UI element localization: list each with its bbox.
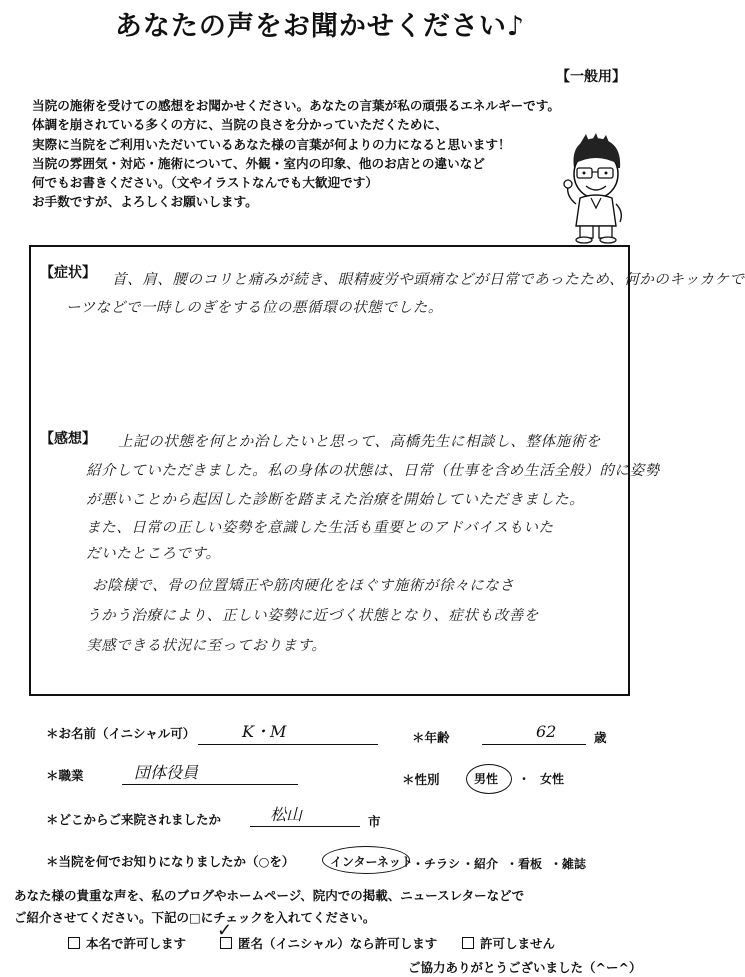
source-option-internet[interactable]: インターネット (330, 855, 413, 869)
impressions-line: だいたところです。 (86, 546, 221, 562)
category-label: 【一般用】 (556, 69, 626, 85)
cartoon-character-illustration (560, 132, 632, 244)
source-option-flyer[interactable]: ・チラシ (412, 857, 461, 871)
age-unit: 歳 (594, 730, 607, 745)
page-title: あなたの声をお聞かせください♪ (114, 11, 526, 42)
origin-unit: 市 (368, 814, 381, 829)
symptoms-line: ーツなどで一時しのぎをする位の悪循環の状態でした。 (66, 300, 443, 316)
check-mark-icon: ✓ (217, 920, 233, 941)
source-label: ＊当院を何でお知りになりましたか（○を） (46, 854, 295, 869)
name-label: ＊お名前（イニシャル可） (46, 726, 196, 741)
impressions-line: お陰様で、骨の位置矯正や筋肉硬化をほぐす施術が徐々になさ (92, 578, 515, 594)
checkbox-realname[interactable] (68, 937, 80, 949)
checkbox-deny[interactable] (462, 937, 474, 949)
source-option-magazine[interactable]: ・雑誌 (550, 857, 587, 871)
intro-line: 当院の雰囲気・対応・施術について、外観・室内の印象、他のお店との違いなど (32, 155, 485, 171)
origin-value: 松山 (270, 805, 303, 824)
intro-line: お手数ですが、よろしくお願いします。 (32, 194, 258, 210)
job-underline (122, 784, 298, 785)
impressions-line: また、日常の正しい姿勢を意識した生活も重要とのアドバイスもいた (86, 520, 554, 536)
impressions-label: 【感想】 (40, 431, 96, 447)
source-option-referral[interactable]: ・紹介 (462, 857, 499, 871)
gender-separator: ・ (518, 772, 531, 786)
intro-line: 何でもお書きください。（文やイラストなんでも大歓迎です） (32, 175, 378, 191)
name-value: K・M (242, 722, 287, 741)
permission-realname[interactable]: 本名で許可します (68, 934, 186, 952)
impressions-line: 紹介していただきました。私の身体の状態は、日常（仕事を含め生活全般）的に姿勢 (86, 463, 660, 479)
impressions-line: 上記の状態を何とか治したいと思って、高橋先生に相談し、整体施術を (118, 434, 601, 450)
permission-deny[interactable]: 許可しません (462, 934, 555, 952)
impressions-line: が悪いことから起因した診断を踏まえた治療を開始していただきました。 (86, 492, 585, 508)
symptoms-line: 首、肩、腰のコリと痛みが続き、眼精疲労や頭痛などが日常であったため、何かのキッカケで (112, 272, 745, 288)
intro-line: 実際に当院をご利用いただいているあなた様の言葉が何よりの力になると思います！ (32, 136, 511, 152)
intro-text (32, 96, 592, 212)
name-underline (198, 744, 378, 745)
permission-initial[interactable]: 匿名（イニシャル）なら許可します (220, 934, 437, 952)
origin-label: ＊どこからご来院されましたか (46, 812, 222, 827)
job-value: 団体役員 (134, 763, 199, 782)
intro-line: 当院の施術を受けての感想をお聞かせください。あなたの言葉が私の頑張るエネルギーです。 (32, 98, 560, 113)
footer-line-2: ご紹介させてください。下記の□にチェックを入れてください。 (14, 910, 376, 925)
age-value: 62 (536, 722, 557, 741)
age-label: ＊年齢 (412, 730, 450, 745)
impressions-line: うかう治療により、正しい姿勢に近づく状態となり、症状も改善を (86, 608, 539, 624)
origin-underline (250, 826, 360, 827)
footer-line-1: あなた様の貴重な声を、私のブログやホームページ、院内での掲載、ニュースレターなどで (14, 888, 525, 903)
gender-female-option[interactable]: 女性 (540, 772, 565, 786)
impressions-line: 実感できる状況に至っております。 (86, 638, 327, 654)
source-option-signboard[interactable]: ・看板 (506, 857, 543, 871)
job-label: ＊職業 (46, 768, 84, 783)
gender-male-option[interactable]: 男性 (474, 772, 499, 786)
symptoms-label: 【症状】 (40, 265, 96, 281)
thanks-text: ご協力ありがとうございました（^ー^） (408, 960, 642, 975)
gender-label: ＊性別 (402, 772, 440, 787)
age-underline (482, 744, 586, 745)
intro-line: 体調を崩されている多くの方に、当院の良さを分かっていただくために、 (32, 117, 448, 133)
